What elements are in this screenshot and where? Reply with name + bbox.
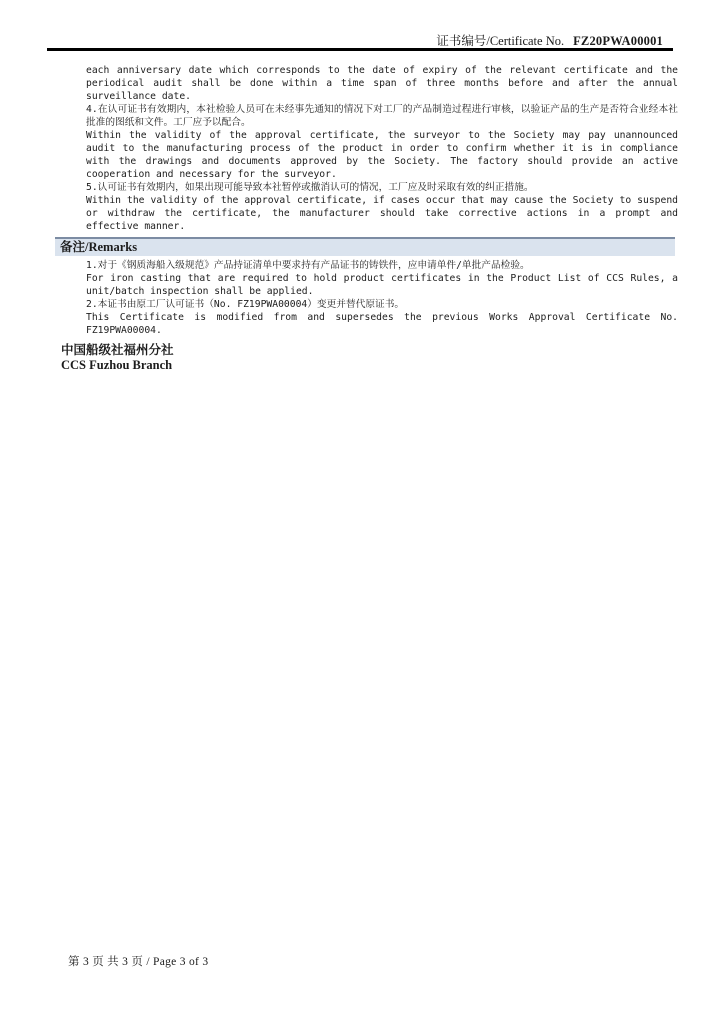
remark-line: 1.对于《钢质海船入级规范》产品持证清单中要求持有产品证书的铸铁件，应申请单件/单批产品检验。 (86, 260, 530, 271)
remarks-title: 备注/Remarks (60, 240, 138, 254)
terms-paragraph: 4.在认可证书有效期内，本社检验人员可在未经事先通知的情况下对工厂的产品制造过程进行审核，以验证产品的生产是否符合业经本社批准的图纸和文件。工厂应予以配合。 (86, 104, 678, 128)
certificate-header (436, 31, 663, 49)
terms-text-block (86, 64, 678, 233)
remark-line: 2.本证书由原工厂认可证书（No. FZ19PWA00004）变更并替代原证书。 (86, 299, 405, 310)
page-number-text: 第 3 页 共 3 页 / Page 3 of 3 (68, 956, 209, 968)
remarks-text-block (86, 259, 678, 337)
header-divider (47, 48, 673, 51)
issuing-branch-name-en: CCS Fuzhou Branch (61, 357, 173, 372)
issuing-branch-name-zh: 中国船级社福州分社 (61, 343, 174, 357)
remarks-section-header (55, 237, 675, 256)
terms-paragraph: each anniversary date which corresponds to the date of expiry of the relevant certificate and the periodical audit shall be done within a time span of three months before and after the annual surveillance date. (86, 65, 678, 102)
page-number-footer (68, 953, 208, 969)
remark-line: For iron casting that are required to hold product certificates in the Product List of CCS Rules, a unit/batch inspection shall be applied. (86, 273, 678, 297)
terms-paragraph: Within the validity of the approval certificate, if cases occur that may cause the Society to suspend or withdraw the certificate, the manufacturer should take corrective actions in a prompt and effective manner. (86, 195, 678, 232)
certificate-no-label: 证书编号/Certificate No. (436, 34, 565, 48)
terms-paragraph: Within the validity of the approval certificate, the surveyor to the Society may pay unannounced audit to the manufacturing process of the product in order to confirm whether it is in compliance with the drawings and documents approved by the Society. The factory should provide an active cooperation and necessary for the surveyor. (86, 130, 678, 180)
terms-paragraph: 5.认可证书有效期内，如果出现可能导致本社暂停或撤消认可的情况，工厂应及时采取有效的纠正措施。 (86, 182, 534, 193)
remark-line: This Certificate is modified from and supersedes the previous Works Approval Certificate No. FZ19PWA00004. (86, 312, 678, 336)
certificate-no-value: FZ20PWA00001 (573, 34, 663, 48)
issuing-branch-block (61, 343, 174, 372)
